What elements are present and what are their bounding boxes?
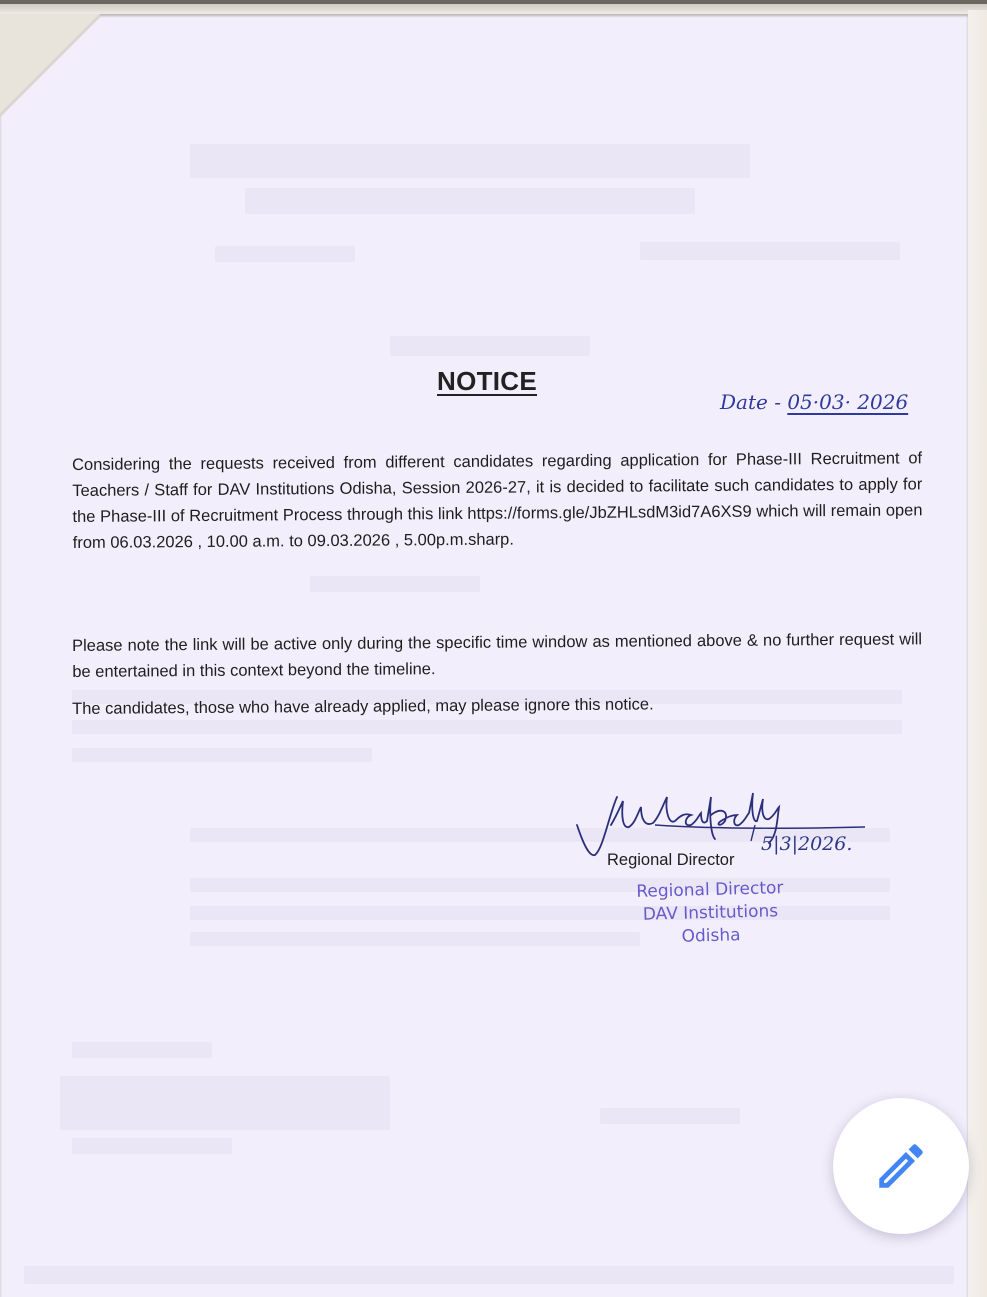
scan-right-margin	[968, 10, 987, 1297]
bleed-through-signer	[72, 1138, 232, 1154]
bleed-through-ref	[215, 246, 355, 262]
edit-fab-button[interactable]	[833, 1098, 969, 1234]
stamp-line: DAV Institutions	[642, 901, 779, 925]
bleed-through-right	[600, 1108, 740, 1124]
paragraph-text: Please note the link will be active only during the specific time window as mentioned above & no further request will be entertained in this context beyond the timeline.	[72, 630, 923, 681]
notice-paragraph-2	[72, 626, 922, 685]
bleed-through-signature	[60, 1076, 390, 1130]
pencil-icon	[872, 1137, 930, 1195]
notice-title: NOTICE	[437, 366, 538, 396]
stamp-line: Odisha	[681, 925, 741, 947]
scan-top-shadow	[0, 4, 987, 14]
paragraph-text: Considering the requests received from different candidates regarding application for Phase-III Recruitment of Teachers / Staff for DAV Institutions Odisha, Session 2026-27, it is decided to facilitate such candidates to apply for the Phase-III of Recruitment Process through this link https://forms.gle/JbZHLsdM3id7A6XS9 which will remain open from 06.03.2026 , 10.00 a.m. to 09.03.2026 , 5.00p.m.sharp.	[72, 449, 923, 552]
bleed-through-heading	[190, 144, 750, 178]
stamp-line: Regional Director	[636, 878, 784, 902]
signatory-title: Regional Director	[607, 851, 735, 869]
bleed-through-footer	[24, 1266, 954, 1284]
date-value: 05·03· 2026	[787, 390, 909, 414]
bleed-through-line	[310, 576, 480, 592]
bleed-through-date	[640, 242, 900, 260]
bleed-through-line	[72, 720, 902, 734]
official-stamp	[622, 877, 799, 951]
paragraph-text: The candidates, those who have already applied, may please ignore this notice.	[72, 695, 654, 718]
bleed-through-title	[390, 336, 590, 356]
handwritten-date	[720, 390, 908, 414]
bleed-through-subheading	[245, 188, 695, 214]
bleed-through-closing	[72, 1042, 212, 1058]
date-label: Date -	[720, 390, 788, 414]
signature-block	[565, 785, 925, 965]
notice-paragraph-1	[72, 445, 923, 556]
bleed-through-line	[72, 748, 372, 762]
folded-corner	[0, 14, 100, 118]
signature-date: 5|3|2026.	[761, 833, 853, 855]
